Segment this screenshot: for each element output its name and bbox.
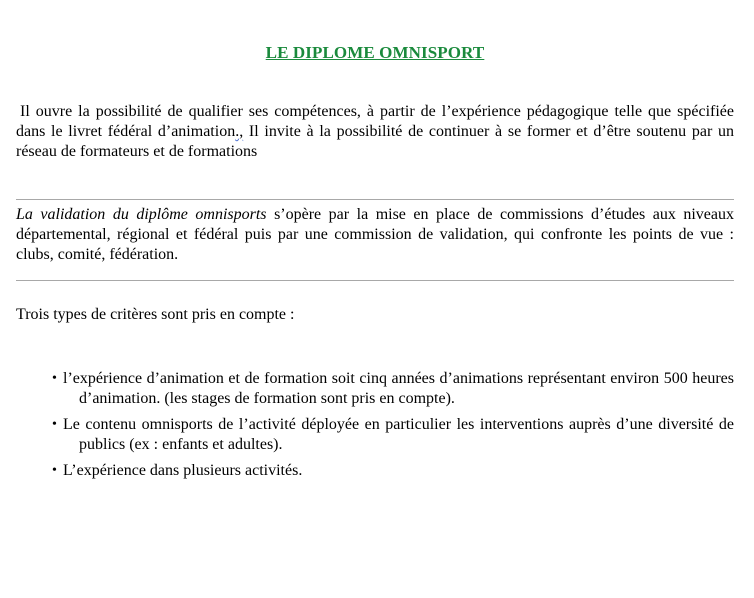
intro-text-end: Il invite à la possibilité de continuer à se former et d’être soutenu par un réseau de formateurs et de formations	[16, 123, 735, 160]
intro-text-start: Il ouvre la possibilité de qualifier ses compétences, à partir de l’expérience pédagogique telle que spécifiée dans le livret fédéral d’animation	[16, 103, 734, 140]
bullet-icon: •	[52, 371, 57, 386]
spellcheck-mark[interactable]: .,	[235, 123, 244, 140]
criteria-intro: Trois types de critères sont pris en compte :	[16, 306, 295, 323]
validation-italic-phrase: La validation du diplôme omnisports	[16, 206, 267, 223]
criteria-list	[16, 369, 734, 481]
list-item	[52, 461, 734, 481]
document-title: LE DIPLOME OMNISPORT	[265, 43, 485, 62]
list-item	[52, 369, 734, 409]
horizontal-rule	[16, 199, 734, 200]
list-item-text: Le contenu omnisports de l’activité déployée en particulier les interventions auprès d’une diversité de publics (ex : enfants et adultes).	[63, 416, 734, 453]
validation-paragraph	[16, 205, 734, 265]
bullet-icon: •	[52, 417, 57, 432]
intro-paragraph	[16, 102, 734, 162]
list-item	[52, 415, 734, 455]
list-item-text: L’expérience dans plusieurs activités.	[63, 462, 303, 479]
horizontal-rule	[16, 280, 734, 281]
validation-text: s’opère par la mise en place de commissions d’études aux niveaux départemental, régional et fédéral puis par une commission de validation, qui confronte les points de vue : clubs, comité, fédération.	[16, 206, 735, 263]
bullet-icon: •	[52, 463, 57, 478]
list-item-text: l’expérience d’animation et de formation soit cinq années d’animations représentant environ 500 heures d’animation. (les stages de formation sont pris en compte).	[63, 370, 734, 407]
